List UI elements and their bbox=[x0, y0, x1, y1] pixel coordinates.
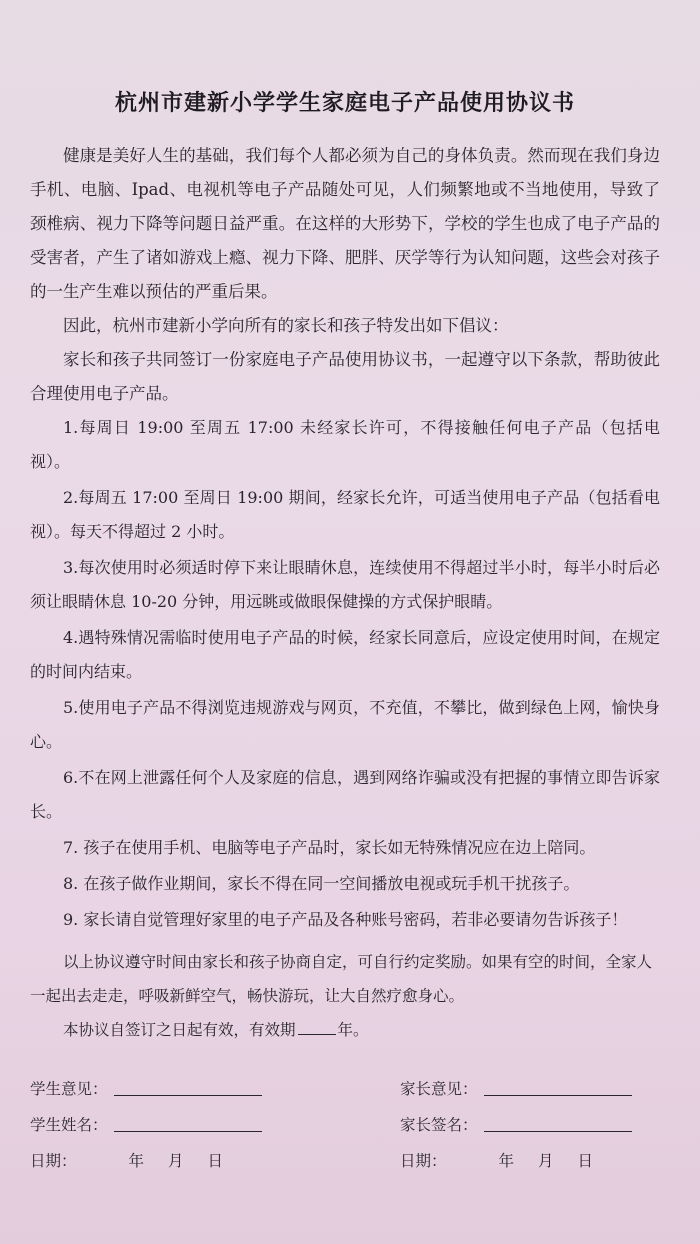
signature-section bbox=[30, 1070, 660, 1178]
student-name-label: 学生姓名： bbox=[30, 1116, 108, 1134]
student-name-field bbox=[30, 1113, 300, 1135]
student-date-label: 日期： bbox=[30, 1152, 77, 1170]
parent-name-blank[interactable] bbox=[484, 1117, 632, 1132]
intro-paragraph-2: 因此，杭州市建新小学向所有的家长和孩子特发出如下倡议： bbox=[63, 316, 509, 335]
document-title: 杭州市建新小学学生家庭电子产品使用协议书 bbox=[114, 91, 575, 116]
intro-paragraph-3: 家长和孩子共同签订一份家庭电子产品使用协议书，一起遵守以下条款，帮助彼此合理使用电子产品。 bbox=[30, 350, 660, 403]
rule-item-1: 1.每周日 19:00 至周五 17:00 未经家长许可，不得接触任何电子产品（包括电视）。 bbox=[30, 418, 660, 471]
parent-opinion-blank[interactable] bbox=[484, 1081, 632, 1096]
parent-date-label: 日期： bbox=[400, 1152, 447, 1170]
parent-date-month: 月 bbox=[538, 1152, 554, 1170]
signature-row-date bbox=[30, 1142, 660, 1178]
rule-item-5: 5.使用电子产品不得浏览违规游戏与网页，不充值，不攀比，做到绿色上网，愉快身心。 bbox=[30, 698, 660, 751]
rule-item-8: 8. 在孩子做作业期间，家长不得在同一空间播放电视或玩手机干扰孩子。 bbox=[63, 874, 580, 893]
student-name-blank[interactable] bbox=[114, 1117, 262, 1132]
parent-opinion-field bbox=[400, 1077, 660, 1099]
rule-item-4: 4.遇特殊情况需临时使用电子产品的时候，经家长同意后，应设定使用时间，在规定的时间内结束。 bbox=[30, 628, 660, 681]
rule-item-9: 9. 家长请自觉管理好家里的电子产品及各种账号密码，若非必要请勿告诉孩子！ bbox=[63, 910, 628, 929]
student-date-field bbox=[30, 1149, 300, 1171]
validity-years-blank[interactable] bbox=[298, 1021, 336, 1035]
validity-prefix: 本协议自签订之日起有效，有效期 bbox=[63, 1021, 296, 1039]
rule-item-2: 2.每周五 17:00 至周日 19:00 期间，经家长允许，可适当使用电子产品（包括看电视）。每天不得超过 2 小时。 bbox=[30, 488, 660, 541]
parent-name-field bbox=[400, 1113, 660, 1135]
rule-item-6: 6.不在网上泄露任何个人及家庭的信息，遇到网络诈骗或没有把握的事情立即告诉家长。 bbox=[30, 768, 660, 821]
student-date-month: 月 bbox=[168, 1152, 184, 1170]
rule-item-7: 7. 孩子在使用手机、电脑等电子产品时，家长如无特殊情况应在边上陪同。 bbox=[63, 838, 596, 857]
parent-opinion-label: 家长意见： bbox=[400, 1080, 478, 1098]
signature-row-opinion bbox=[30, 1070, 660, 1106]
validity-suffix: 年。 bbox=[337, 1021, 369, 1039]
intro-paragraph-1: 健康是美好人生的基础，我们每个人都必须为自己的身体负责。然而现在我们身边手机、电脑、Ipad、电视机等电子产品随处可见，人们频繁地或不当地使用，导致了颈椎病、视力下降等问题日益严重。在这样的大形势下，学校的学生也成了电子产品的受害者，产生了诸如游戏上瘾、视力下降、肥胖、厌学等行为认知问题，这些会对孩子的一生产生难以预估的严重后果。 bbox=[30, 146, 660, 301]
rule-item-3: 3.每次使用时必须适时停下来让眼睛休息，连续使用不得超过半小时，每半小时后必须让眼睛休息 10-20 分钟，用远眺或做眼保健操的方式保护眼睛。 bbox=[30, 558, 660, 611]
signature-row-name bbox=[30, 1106, 660, 1142]
closing-paragraph: 以上协议遵守时间由家长和孩子协商自定，可自行约定奖励。如果有空的时间，全家人一起出去走走，呼吸新鲜空气，畅快游玩，让大自然疗愈身心。 bbox=[30, 953, 653, 1005]
student-opinion-field bbox=[30, 1077, 300, 1099]
parent-date-year: 年 bbox=[498, 1152, 515, 1170]
parent-name-label: 家长签名： bbox=[400, 1116, 478, 1134]
validity-line bbox=[30, 1013, 660, 1047]
student-opinion-blank[interactable] bbox=[114, 1081, 262, 1096]
student-opinion-label: 学生意见： bbox=[30, 1080, 108, 1098]
student-date-day: 日 bbox=[207, 1152, 224, 1170]
student-date-year: 年 bbox=[128, 1152, 145, 1170]
parent-date-field bbox=[400, 1149, 660, 1171]
parent-date-day: 日 bbox=[577, 1152, 594, 1170]
